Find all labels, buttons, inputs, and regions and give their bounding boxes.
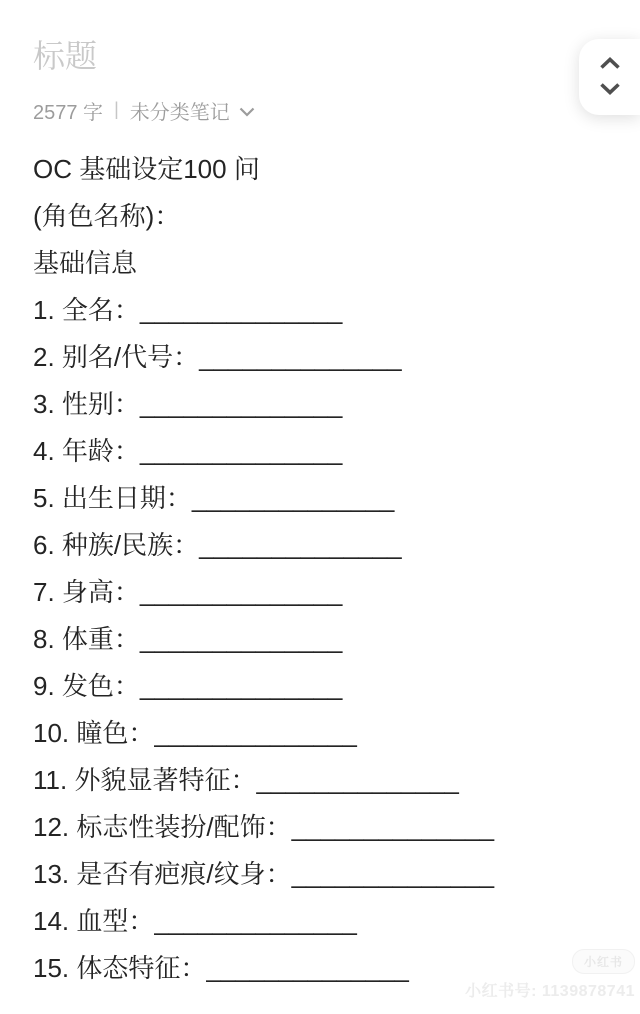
note-line: 14. 血型：______________ [33, 906, 357, 936]
note-line: 6. 种族/民族：______________ [33, 530, 402, 560]
chevron-down-icon [599, 82, 621, 98]
chevron-up-icon [599, 57, 621, 73]
meta-divider: | [114, 98, 119, 119]
scroll-down-button[interactable] [598, 83, 622, 97]
category-selector[interactable] [130, 96, 255, 125]
note-title-input[interactable]: 标题 [33, 38, 98, 74]
note-line: 10. 瞳色：______________ [33, 718, 357, 748]
note-line: 13. 是否有疤痕/纹身：______________ [33, 859, 495, 889]
category-label: 未分类笔记 [129, 101, 230, 124]
note-line: 12. 标志性装扮/配饰：______________ [33, 812, 495, 842]
note-line: OC 基础设定100 问 [33, 154, 260, 184]
note-line: 9. 发色：______________ [33, 671, 343, 701]
note-line: 8. 体重：______________ [33, 624, 343, 654]
word-count-label: 2577 字 [33, 101, 104, 124]
note-line: 2. 别名/代号：______________ [33, 342, 402, 372]
scroll-widget [579, 39, 640, 115]
scroll-up-button[interactable] [598, 58, 622, 72]
note-body-editor[interactable] [33, 146, 624, 992]
note-meta-row [33, 97, 255, 123]
note-line: 5. 出生日期：______________ [33, 483, 395, 513]
note-line: 7. 身高：______________ [33, 577, 343, 607]
note-line: 11. 外貌显著特征：______________ [33, 765, 459, 795]
note-line: 基础信息 [33, 248, 138, 278]
note-line: (角色名称)： [33, 201, 181, 231]
note-line: 4. 年龄：______________ [33, 436, 343, 466]
watermark-id-text: 小红书号: 1139878741 [465, 983, 635, 1000]
note-line: 15. 体态特征：______________ [33, 953, 409, 983]
chevron-down-icon [239, 100, 255, 123]
note-line: 1. 全名：______________ [33, 295, 343, 325]
xiaohongshu-logo-badge: 小红书 [572, 949, 635, 974]
note-line: 3. 性别：______________ [33, 389, 343, 419]
